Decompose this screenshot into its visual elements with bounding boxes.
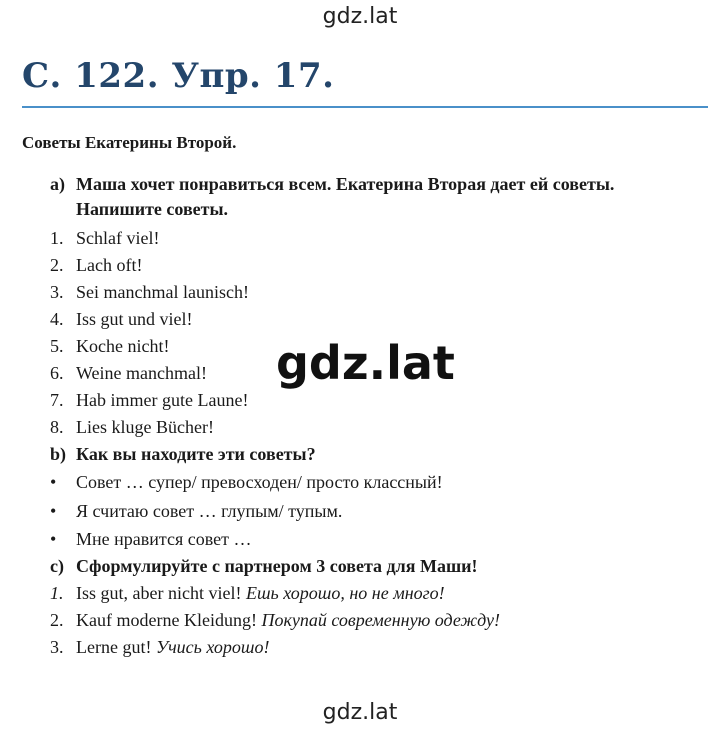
bullet: • bbox=[50, 501, 57, 521]
task-b-marker: b) bbox=[50, 444, 67, 464]
task-a-line1: Маша хочет понравиться всем. Екатерина Вторая дает ей советы. bbox=[76, 174, 615, 194]
list-number: 5. bbox=[50, 336, 64, 356]
task-a bbox=[50, 172, 710, 222]
list-text: Iss gut und viel! bbox=[76, 309, 193, 329]
task-b-text: Как вы находите эти советы? bbox=[76, 444, 316, 464]
list-number: 8. bbox=[50, 417, 64, 437]
answer-line bbox=[76, 582, 445, 604]
list-number: 7. bbox=[50, 390, 64, 410]
list-number: 3. bbox=[50, 637, 64, 657]
list-text: Мне нравится совет … bbox=[76, 529, 252, 549]
list-text: Lies kluge Bücher! bbox=[76, 417, 214, 437]
bullet: • bbox=[50, 529, 57, 549]
list-number: 3. bbox=[50, 282, 64, 302]
task-c-text: Сформулируйте с партнером 3 совета для Маши! bbox=[76, 556, 478, 576]
list-number: 6. bbox=[50, 363, 64, 383]
bullet: • bbox=[50, 472, 57, 492]
watermark-bottom: gdz.lat bbox=[322, 700, 398, 725]
task-a-marker: a) bbox=[50, 174, 65, 194]
answer-russian: Ешь хорошо, но не много! bbox=[245, 583, 445, 603]
list-number: 2. bbox=[50, 610, 64, 630]
list-text: Я считаю совет … глупым/ тупым. bbox=[76, 501, 343, 521]
list-text: Weine manchmal! bbox=[76, 363, 207, 383]
list-text: Совет … супер/ превосходен/ просто классный! bbox=[76, 472, 443, 492]
list-number: 4. bbox=[50, 309, 64, 329]
watermark-top: gdz.lat bbox=[322, 4, 398, 29]
answer-russian: Покупай современную одежду! bbox=[261, 610, 500, 630]
list-number: 1. bbox=[50, 583, 64, 603]
section-heading: Советы Екатерины Второй. bbox=[22, 133, 237, 152]
task-c-marker: c) bbox=[50, 556, 64, 576]
list-text: Hab immer gute Laune! bbox=[76, 390, 249, 410]
list-text: Lach oft! bbox=[76, 255, 143, 275]
answer-german: Lerne gut! bbox=[76, 637, 152, 657]
title-divider bbox=[22, 106, 708, 108]
answer-german: Kauf moderne Kleidung! bbox=[76, 610, 257, 630]
answer-russian: Учись хорошо! bbox=[155, 637, 270, 657]
list-number: 2. bbox=[50, 255, 64, 275]
list-text: Sei manchmal launisch! bbox=[76, 282, 249, 302]
list-text: Schlaf viel! bbox=[76, 228, 160, 248]
task-a-line2: Напишите советы. bbox=[76, 199, 229, 219]
answer-line bbox=[76, 636, 269, 658]
list-text: Koche nicht! bbox=[76, 336, 170, 356]
watermark-center: gdz.lat bbox=[272, 336, 459, 390]
answer-german: Iss gut, aber nicht viel! bbox=[76, 583, 242, 603]
answer-line bbox=[76, 609, 500, 631]
page-title: С. 122. Упр. 17. bbox=[22, 56, 335, 96]
list-number: 1. bbox=[50, 228, 64, 248]
